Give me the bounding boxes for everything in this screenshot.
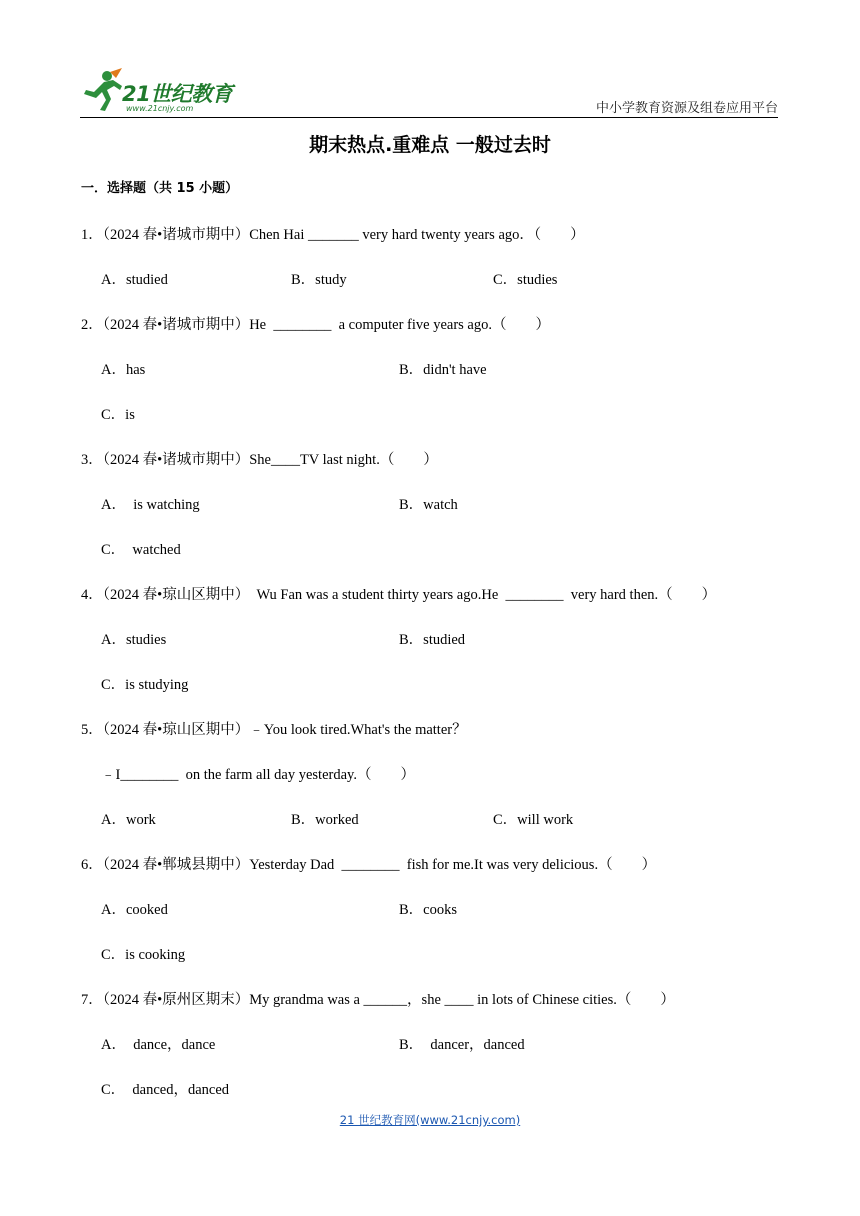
question-stem: 7．（2024 春•原州区期末）My grandma was a ______，she ____ in lots of Chinese cities.（ ） <box>81 992 675 1008</box>
question-stem-line2: ﹣I________ on the farm all day yesterday.（ ） <box>101 767 415 783</box>
option-a: A．work <box>101 812 156 828</box>
question-stem: 1．（2024 春•诸城市期中）Chen Hai _______ very hard twenty years ago．（ ） <box>81 227 585 243</box>
option-a: A． dance，dance <box>101 1037 216 1053</box>
option-b: B．studied <box>399 632 466 648</box>
option-b: B． dancer，danced <box>399 1037 525 1053</box>
question-stem: 4．（2024 春•琼山区期中） Wu Fan was a student thirty years ago.He ________ very hard then.（ ） <box>81 587 717 603</box>
option-c: C． watched <box>101 542 181 558</box>
option-b: B．didn't have <box>399 362 487 378</box>
option-b: B．worked <box>291 812 359 828</box>
platform-tagline: 中小学教育资源及组卷应用平台 <box>595 101 778 116</box>
option-a: A．studied <box>101 272 168 288</box>
option-b: B．study <box>291 272 347 288</box>
logo-name: 21世纪教育 <box>122 82 233 106</box>
option-c: C．is studying <box>101 677 189 693</box>
option-c: C．is <box>101 407 135 423</box>
logo-url: www.21cnjy.com <box>126 104 194 113</box>
question-stem: 3．（2024 春•诸城市期中）She____TV last night.（ ） <box>81 452 438 468</box>
question-stem: 2．（2024 春•诸城市期中）He ________ a computer five years ago.（ ） <box>81 317 550 333</box>
option-a: A．has <box>101 362 146 378</box>
option-c: C． danced，danced <box>101 1082 230 1098</box>
option-c: C．is cooking <box>101 947 186 963</box>
option-b: B．cooks <box>399 902 457 918</box>
footer-link[interactable]: 21 世纪教育网(www.21cnjy.com) <box>339 1113 521 1127</box>
page-header <box>80 64 778 120</box>
option-b: B．watch <box>399 497 458 513</box>
option-c: C．will work <box>493 812 574 828</box>
runner-logo-icon <box>80 68 124 112</box>
page-footer <box>0 1112 860 1128</box>
option-a: A． is watching <box>101 497 200 513</box>
logo <box>80 68 250 114</box>
option-a: A．cooked <box>101 902 168 918</box>
question-stem: 6．（2024 春•郸城县期中）Yesterday Dad ________ fish for me.It was very delicious.（ ） <box>81 857 657 873</box>
header-divider <box>80 117 778 118</box>
section-heading: 一．选择题（共 15 小题） <box>81 181 239 196</box>
option-c: C．studies <box>493 272 558 288</box>
page-title: 期末热点.重难点 一般过去时 <box>309 134 551 156</box>
option-a: A．studies <box>101 632 167 648</box>
question-stem: 5．（2024 春•琼山区期中）﹣You look tired.What's the matter？ <box>81 722 467 738</box>
